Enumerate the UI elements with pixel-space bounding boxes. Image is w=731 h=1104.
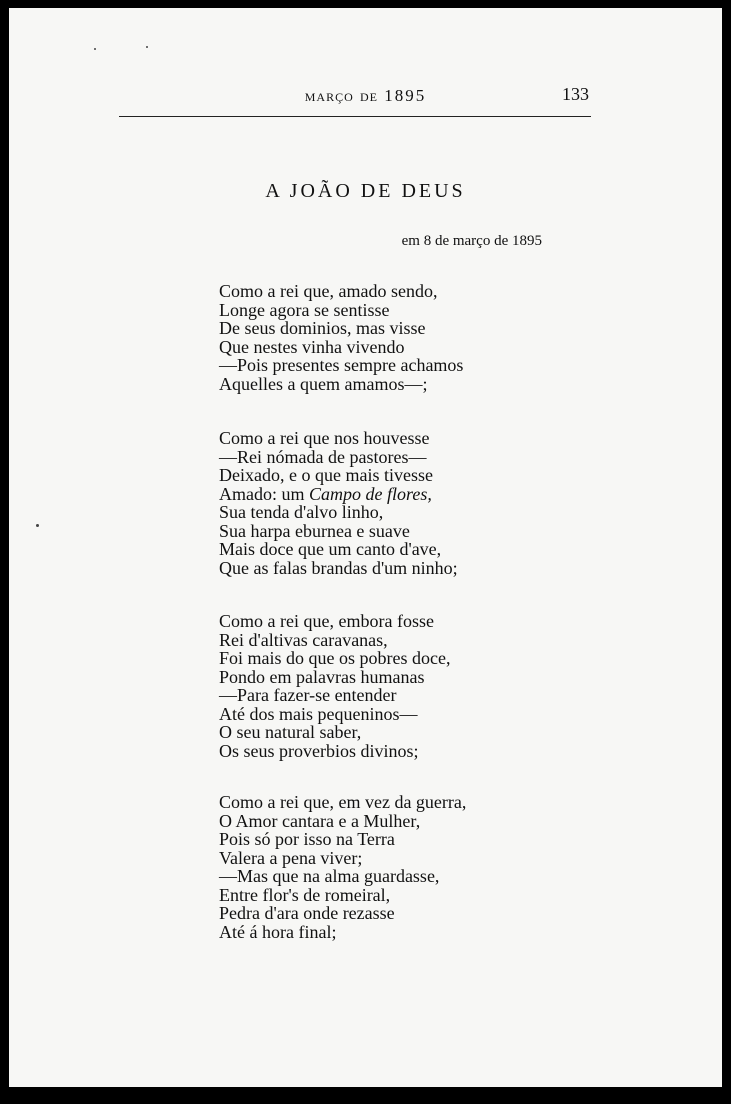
poem-line: —Pois presentes sempre achamos bbox=[219, 355, 464, 375]
poem-line: Mais doce que um canto d'ave, bbox=[219, 539, 442, 559]
poem-line: Pondo em palavras humanas bbox=[219, 666, 425, 687]
poem-line: Como a rei que, em vez da guerra, bbox=[219, 792, 467, 812]
poem-line: —Rei nómada de pastores— bbox=[219, 446, 427, 467]
poem-line-text: Amado: um bbox=[219, 483, 305, 504]
poem-line: Os seus proverbios divinos; bbox=[219, 740, 419, 761]
poem-line: Como a rei que nos houvesse bbox=[219, 428, 430, 448]
stanza-1 bbox=[219, 282, 599, 393]
book-page bbox=[9, 8, 722, 1087]
poem-line: Que nestes vinha vivendo bbox=[219, 336, 405, 357]
stanza-2 bbox=[219, 429, 599, 577]
poem-line: Aquelles a quem amamos—; bbox=[219, 373, 428, 394]
poem-line: Sua harpa eburnea e suave bbox=[219, 520, 410, 541]
header-rule bbox=[119, 116, 591, 117]
ink-speck bbox=[146, 46, 148, 48]
poem-line: Rei d'altivas caravanas, bbox=[219, 629, 388, 650]
poem-line: Foi mais do que os pobres doce, bbox=[219, 648, 451, 668]
poem-line: O Amor cantara e a Mulher, bbox=[219, 810, 421, 831]
ink-speck bbox=[94, 48, 96, 50]
ink-speck bbox=[36, 524, 39, 527]
poem-line: De seus dominios, mas visse bbox=[219, 318, 426, 338]
running-head-preposition: DE bbox=[360, 90, 378, 104]
poem-line: Que as falas brandas d'um ninho; bbox=[219, 557, 458, 578]
poem-line: Até dos mais pequeninos— bbox=[219, 703, 418, 724]
poem-line: Pedra d'ara onde rezasse bbox=[219, 903, 395, 923]
poem-title: A JOÃO DE DEUS bbox=[265, 180, 466, 202]
poem-line: Entre flor's de romeiral, bbox=[219, 884, 391, 905]
poem-line: Valera a pena viver; bbox=[219, 847, 363, 868]
poem-line: Longe agora se sentisse bbox=[219, 299, 390, 320]
poem-line: Sua tenda d'alvo linho, bbox=[219, 502, 384, 522]
poem-line: —Para fazer-se entender bbox=[219, 685, 397, 705]
poem-line: Pois só por isso na Terra bbox=[219, 829, 395, 849]
stanza-3 bbox=[219, 612, 599, 760]
running-head bbox=[9, 86, 722, 106]
poem-line: Como a rei que, amado sendo, bbox=[219, 281, 438, 301]
poem-line: O seu natural saber, bbox=[219, 722, 362, 742]
poem-line-italic: Campo de flores, bbox=[309, 483, 432, 504]
poem-line bbox=[219, 485, 599, 504]
poem-line: Deixado, e o que mais tivesse bbox=[219, 465, 433, 485]
poem-line: Até á hora final; bbox=[219, 921, 337, 942]
running-head-month: MARÇO bbox=[304, 90, 354, 104]
poem-line: Como a rei que, embora fosse bbox=[219, 611, 434, 631]
poem-line: —Mas que na alma guardasse, bbox=[219, 866, 440, 886]
stanza-4 bbox=[219, 793, 599, 941]
page-number: 133 bbox=[562, 84, 589, 104]
poem-dedication: em 8 de março de 1895 bbox=[401, 233, 542, 249]
running-head-year: 1895 bbox=[384, 86, 427, 105]
